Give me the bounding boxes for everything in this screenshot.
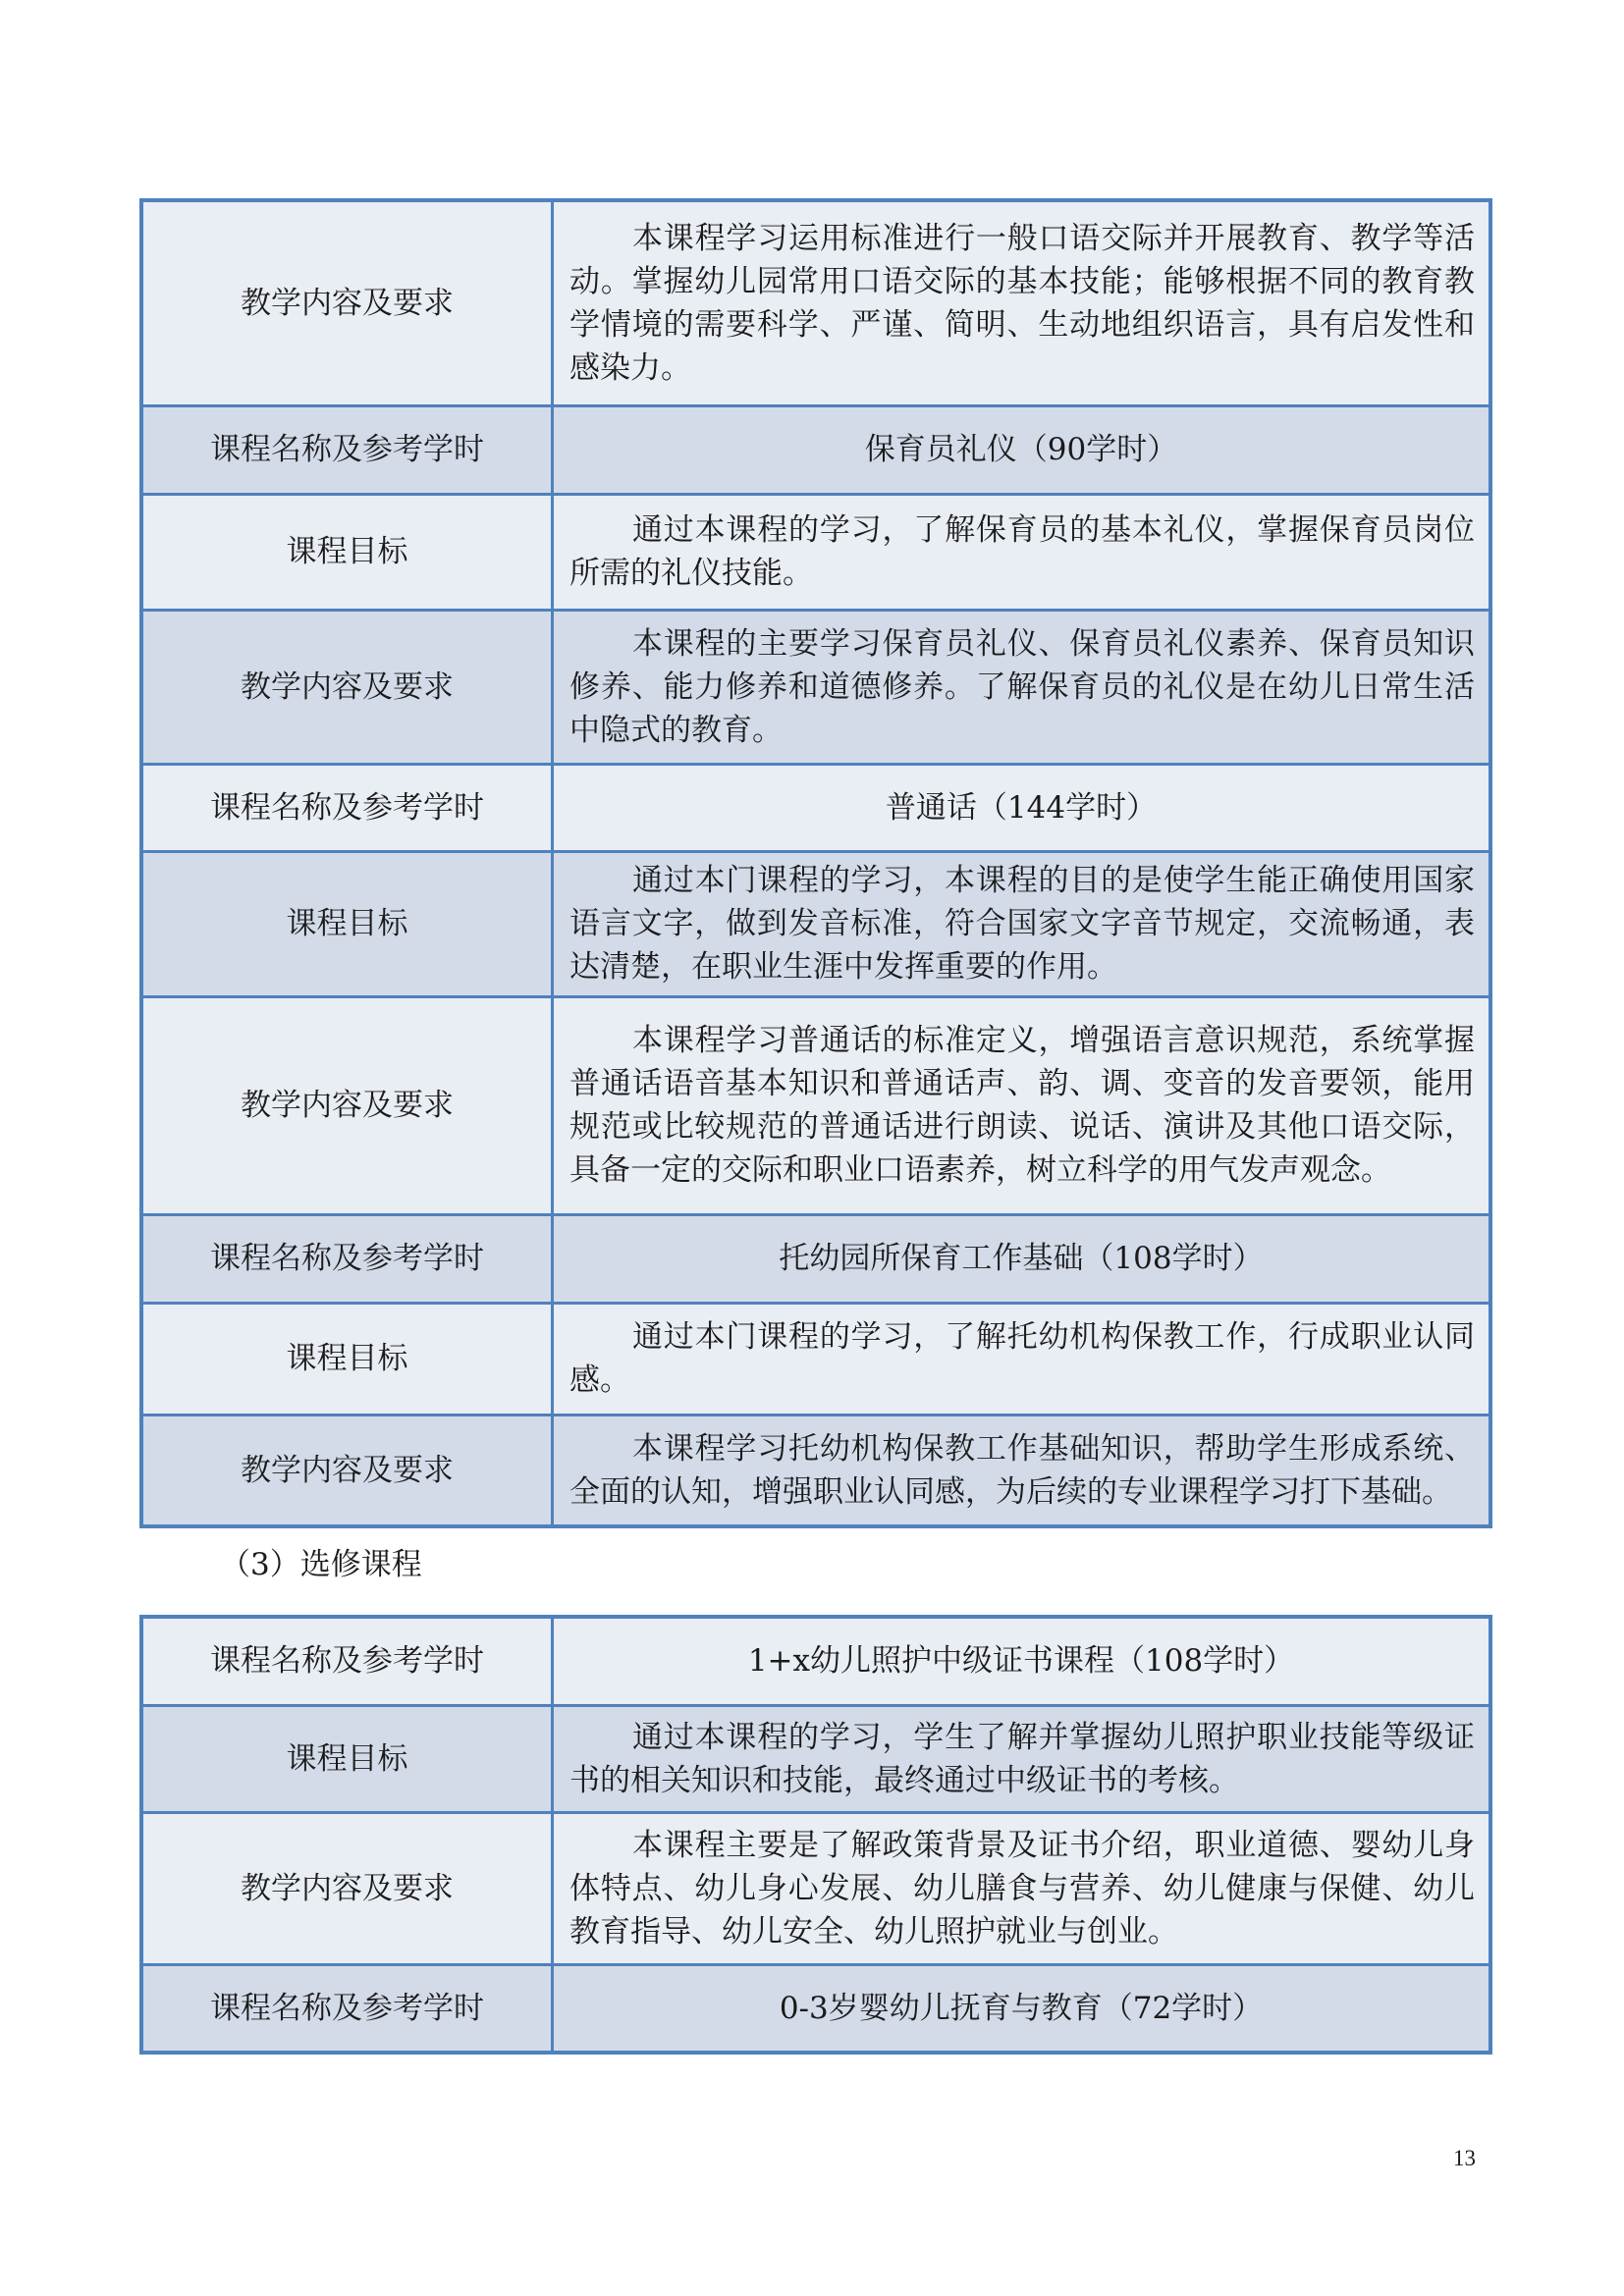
row-content: 本课程的主要学习保育员礼仪、保育员礼仪素养、保育员知识修养、能力修养和道德修养。了解保育员的礼仪是在幼儿日常生活中隐式的教育。 <box>553 610 1491 764</box>
table-row <box>141 405 1490 494</box>
row-content: 本课程学习托幼机构保教工作基础知识，帮助学生形成系统、全面的认知，增强职业认同感，为后续的专业课程学习打下基础。 <box>553 1415 1491 1526</box>
row-content: 本课程学习普通话的标准定义，增强语言意识规范，系统掌握普通话语音基本知识和普通话声、韵、调、变音的发音要领，能用规范或比较规范的普通话进行朗读、说话、演讲及其他口语交际，具备一定的交际和职业口语素养，树立科学的用气发声观念。 <box>553 996 1491 1214</box>
row-label: 教学内容及要求 <box>141 610 553 764</box>
row-label: 课程目标 <box>141 1303 553 1415</box>
course-name: 保育员礼仪（90学时） <box>553 405 1491 494</box>
table-row <box>141 1415 1490 1526</box>
course-table-1 <box>139 198 1492 1528</box>
row-label: 课程名称及参考学时 <box>141 405 553 494</box>
row-content: 本课程学习运用标准进行一般口语交际并开展教育、教学等活动。掌握幼儿园常用口语交际的基本技能；能够根据不同的教育教学情境的需要科学、严谨、简明、生动地组织语言，具有启发性和感染力。 <box>553 200 1491 405</box>
table-row <box>141 1705 1490 1812</box>
table-row <box>141 1214 1490 1303</box>
table-row <box>141 1812 1490 1964</box>
table-row <box>141 494 1490 610</box>
table-row <box>141 1303 1490 1415</box>
course-name: 普通话（144学时） <box>553 764 1491 851</box>
table-row <box>141 1964 1490 2053</box>
row-label: 课程名称及参考学时 <box>141 1964 553 2053</box>
row-label: 课程目标 <box>141 1705 553 1812</box>
table-row <box>141 851 1490 996</box>
row-label: 课程名称及参考学时 <box>141 764 553 851</box>
row-content: 通过本课程的学习，了解保育员的基本礼仪，掌握保育员岗位所需的礼仪技能。 <box>553 494 1491 610</box>
course-table-2 <box>139 1615 1492 2055</box>
table-row <box>141 610 1490 764</box>
row-label: 教学内容及要求 <box>141 1415 553 1526</box>
course-name: 1+x幼儿照护中级证书课程（108学时） <box>553 1617 1491 1705</box>
row-content: 通过本门课程的学习，了解托幼机构保教工作，行成职业认同感。 <box>553 1303 1491 1415</box>
row-label: 课程名称及参考学时 <box>141 1214 553 1303</box>
course-name: 托幼园所保育工作基础（108学时） <box>553 1214 1491 1303</box>
table-row <box>141 996 1490 1214</box>
row-label: 课程名称及参考学时 <box>141 1617 553 1705</box>
row-content: 本课程主要是了解政策背景及证书介绍，职业道德、婴幼儿身体特点、幼儿身心发展、幼儿膳食与营养、幼儿健康与保健、幼儿教育指导、幼儿安全、幼儿照护就业与创业。 <box>553 1812 1491 1964</box>
page-number: 13 <box>1453 2146 1476 2170</box>
row-content: 通过本课程的学习，学生了解并掌握幼儿照护职业技能等级证书的相关知识和技能，最终通过中级证书的考核。 <box>553 1705 1491 1812</box>
row-label: 教学内容及要求 <box>141 1812 553 1964</box>
table-row <box>141 764 1490 851</box>
row-label: 课程目标 <box>141 494 553 610</box>
row-label: 教学内容及要求 <box>141 200 553 405</box>
course-name: 0-3岁婴幼儿抚育与教育（72学时） <box>553 1964 1491 2053</box>
row-content: 通过本门课程的学习，本课程的目的是使学生能正确使用国家语言文字，做到发音标准，符合国家文字音节规定，交流畅通，表达清楚，在职业生涯中发挥重要的作用。 <box>553 851 1491 996</box>
table-row <box>141 200 1490 405</box>
row-label: 教学内容及要求 <box>141 996 553 1214</box>
section-heading: （3）选修课程 <box>220 1547 422 1582</box>
row-label: 课程目标 <box>141 851 553 996</box>
table-row <box>141 1617 1490 1705</box>
